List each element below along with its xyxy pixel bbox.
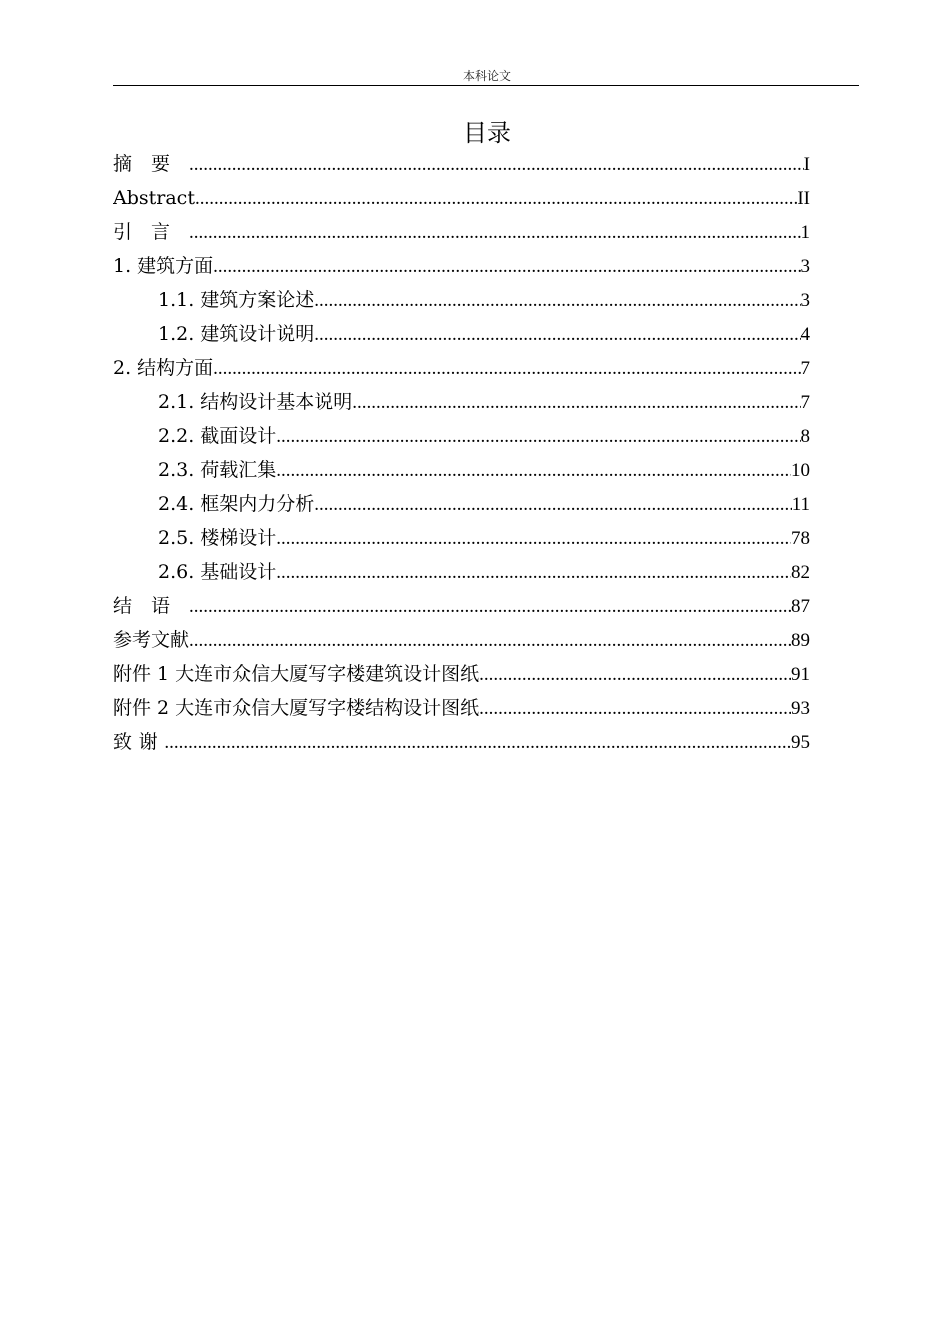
toc-entry-page: 87 bbox=[791, 596, 810, 617]
toc-entry-section-2-3[interactable] bbox=[113, 453, 810, 487]
toc-entry-appendix-1[interactable] bbox=[113, 657, 810, 691]
toc-leader-dots bbox=[164, 726, 791, 759]
toc-leader-dots bbox=[276, 556, 791, 589]
toc-title: 目录 bbox=[463, 119, 511, 147]
toc-leader-dots bbox=[314, 318, 800, 351]
toc-leader-dots bbox=[479, 692, 791, 725]
toc-entry-section-2-6[interactable] bbox=[113, 555, 810, 589]
toc-entry-label: 2.3. 荷载汇集 bbox=[158, 459, 277, 481]
toc-entry-label: 1. 建筑方面 bbox=[113, 255, 214, 277]
toc-entry-label: 1.1. 建筑方案论述 bbox=[158, 289, 315, 311]
header-rule bbox=[113, 85, 859, 86]
toc-leader-dots bbox=[314, 284, 800, 317]
toc-entry-label: Abstract bbox=[113, 187, 195, 209]
toc-leader-dots bbox=[195, 182, 797, 215]
running-header: 本科论文 bbox=[462, 69, 511, 83]
toc-leader-dots bbox=[189, 148, 804, 181]
toc-entry-page: 78 bbox=[791, 528, 810, 549]
toc-entry-label: 2.4. 框架内力分析 bbox=[158, 493, 315, 515]
toc-entry-page: 7 bbox=[800, 392, 810, 413]
toc-leader-dots bbox=[213, 352, 800, 385]
toc-entry-page: 93 bbox=[791, 698, 810, 719]
toc-entry-page: 82 bbox=[791, 562, 810, 583]
toc-leader-dots bbox=[189, 216, 800, 249]
toc-entry-section-2[interactable] bbox=[113, 351, 810, 385]
toc-entry-label: 2.1. 结构设计基本说明 bbox=[158, 391, 353, 413]
toc-entry-section-2-4[interactable] bbox=[113, 487, 810, 521]
toc-entry-label: 结语 bbox=[113, 595, 190, 617]
toc-entry-label: 1.2. 建筑设计说明 bbox=[158, 323, 315, 345]
toc-entry-section-2-2[interactable] bbox=[113, 419, 810, 453]
toc-entry-label: 2.2. 截面设计 bbox=[158, 425, 277, 447]
toc-entry-label: 2.6. 基础设计 bbox=[158, 561, 277, 583]
toc-entry-page: II bbox=[797, 188, 810, 209]
toc-entry-page: 91 bbox=[791, 664, 810, 685]
toc-entry-acknowledgements[interactable] bbox=[113, 725, 810, 759]
toc-entry-introduction[interactable] bbox=[113, 215, 810, 249]
toc-entry-section-2-5[interactable] bbox=[113, 521, 810, 555]
toc-entry-page: I bbox=[803, 154, 810, 175]
toc-entry-label: 附件 1 大连市众信大厦写字楼建筑设计图纸 bbox=[113, 663, 480, 685]
toc-entry-label: 2. 结构方面 bbox=[113, 357, 214, 379]
toc-leader-dots bbox=[314, 488, 791, 521]
toc-entry-page: 11 bbox=[791, 494, 810, 515]
toc-leader-dots bbox=[189, 624, 791, 657]
toc-entry-label: 参考文献 bbox=[113, 629, 190, 651]
toc-entry-references[interactable] bbox=[113, 623, 810, 657]
toc-entry-section-1-1[interactable] bbox=[113, 283, 810, 317]
toc-entry-abstract-en[interactable] bbox=[113, 181, 810, 215]
toc-entry-page: 1 bbox=[800, 222, 810, 243]
toc-entry-appendix-2[interactable] bbox=[113, 691, 810, 725]
toc-leader-dots bbox=[213, 250, 800, 283]
toc-leader-dots bbox=[189, 590, 791, 623]
toc-entry-page: 89 bbox=[791, 630, 810, 651]
toc-entry-section-2-1[interactable] bbox=[113, 385, 810, 419]
toc-entry-label: 2.5. 楼梯设计 bbox=[158, 527, 277, 549]
toc-entry-label: 摘要 bbox=[113, 153, 190, 175]
toc-entry-page: 7 bbox=[800, 358, 810, 379]
toc-entry-page: 8 bbox=[800, 426, 810, 447]
toc-leader-dots bbox=[276, 454, 791, 487]
toc-leader-dots bbox=[276, 420, 800, 453]
toc-entry-page: 4 bbox=[800, 324, 810, 345]
table-of-contents bbox=[113, 147, 810, 759]
toc-entry-conclusion[interactable] bbox=[113, 589, 810, 623]
toc-entry-page: 3 bbox=[800, 256, 810, 277]
toc-entry-page: 3 bbox=[800, 290, 810, 311]
toc-entry-label: 附件 2 大连市众信大厦写字楼结构设计图纸 bbox=[113, 697, 480, 719]
toc-leader-dots bbox=[479, 658, 791, 691]
toc-entry-page: 10 bbox=[791, 460, 810, 481]
toc-leader-dots bbox=[276, 522, 791, 555]
toc-leader-dots bbox=[352, 386, 800, 419]
toc-entry-page: 95 bbox=[791, 732, 810, 753]
toc-entry-section-1-2[interactable] bbox=[113, 317, 810, 351]
toc-entry-section-1[interactable] bbox=[113, 249, 810, 283]
toc-entry-label: 引言 bbox=[113, 221, 190, 243]
toc-entry-abstract-cn[interactable] bbox=[113, 147, 810, 181]
toc-entry-label: 致谢 bbox=[113, 731, 165, 753]
